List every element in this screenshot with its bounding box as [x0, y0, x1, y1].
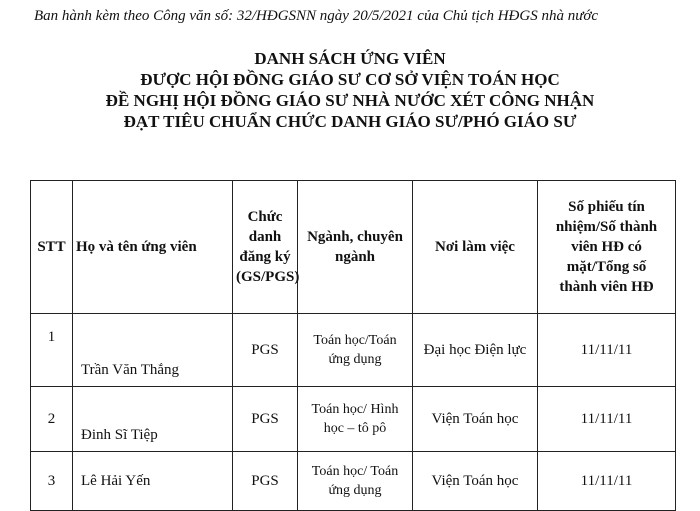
table-header-row [31, 181, 676, 314]
cell-line: học – tô pô [323, 421, 387, 436]
table-row [31, 314, 676, 387]
header-line: thành viên HĐ [559, 279, 654, 295]
header-line: Ngành, chuyên [307, 229, 403, 245]
cell-line: Toán học/ Hình [311, 402, 399, 417]
cell-line: ứng dụng [328, 352, 382, 367]
cell-stt: 1 [31, 314, 73, 387]
table-row [31, 452, 676, 511]
cell-workplace: Đại học Điện lực [413, 314, 538, 387]
cell-votes: 11/11/11 [538, 387, 676, 452]
cell-field [298, 452, 413, 511]
header-line: viên HĐ có [571, 239, 642, 255]
title-line: ĐỀ NGHỊ HỘI ĐỒNG GIÁO SƯ NHÀ NƯỚC XÉT CÔNG NHẬN [105, 91, 595, 110]
cell-name: Lê Hải Yến [73, 452, 233, 511]
cell-line: ứng dụng [328, 483, 382, 498]
cell-position: PGS [233, 452, 298, 511]
cell-stt: 2 [31, 387, 73, 452]
header-workplace: Nơi làm việc [413, 181, 538, 314]
cell-field [298, 314, 413, 387]
header-line: (GS/PGS) [236, 269, 300, 285]
title-line: DANH SÁCH ỨNG VIÊN [254, 49, 446, 68]
cell-name: Trần Văn Thắng [73, 314, 233, 387]
cell-name: Đinh Sĩ Tiệp [73, 387, 233, 452]
cell-line: Toán học/Toán [313, 333, 397, 348]
header-votes [538, 181, 676, 314]
cell-stt: 3 [31, 452, 73, 511]
cell-workplace: Viện Toán học [413, 387, 538, 452]
document-reference: Ban hành kèm theo Công văn số: 32/HĐGSNN ngày 20/5/2021 của Chủ tịch HĐGS nhà nước [34, 8, 599, 24]
header-line: đăng ký [239, 249, 291, 265]
cell-workplace: Viện Toán học [413, 452, 538, 511]
cell-field [298, 387, 413, 452]
cell-line: Toán học/ Toán [311, 464, 399, 479]
header-field [298, 181, 413, 314]
cell-votes: 11/11/11 [538, 314, 676, 387]
header-name: Họ và tên ứng viên [73, 181, 233, 314]
header-line: Số phiếu tín [568, 199, 645, 215]
cell-position: PGS [233, 314, 298, 387]
cell-position: PGS [233, 387, 298, 452]
title-line: ĐẠT TIÊU CHUẨN CHỨC DANH GIÁO SƯ/PHÓ GIÁO SƯ [123, 112, 577, 131]
header-line: danh [248, 229, 282, 245]
header-line: mặt/Tổng số [566, 259, 647, 275]
cell-votes: 11/11/11 [538, 452, 676, 511]
title-line: ĐƯỢC HỘI ĐỒNG GIÁO SƯ CƠ SỞ VIỆN TOÁN HỌC [140, 70, 560, 89]
header-line: nhiệm/Số thành [555, 219, 658, 235]
table-row [31, 387, 676, 452]
candidate-table [30, 180, 676, 511]
header-position [233, 181, 298, 314]
document-title [0, 48, 700, 132]
header-stt: STT [31, 181, 73, 314]
header-line: Chức [247, 209, 283, 225]
header-line: ngành [334, 249, 376, 265]
